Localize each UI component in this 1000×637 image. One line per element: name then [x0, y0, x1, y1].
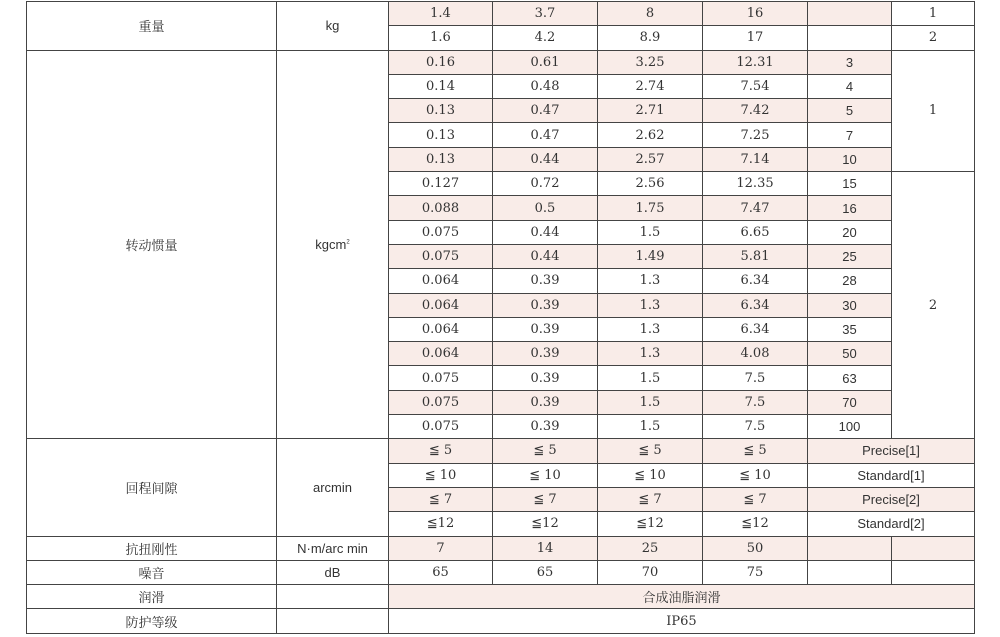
backlash-unit: arcmin: [277, 439, 389, 536]
ratio-cell: 25: [808, 244, 892, 268]
grade-cell: Precise[2]: [808, 487, 975, 511]
inertia-unit: [277, 50, 389, 439]
value-cell: 0.44: [493, 220, 598, 244]
protection-value: IP65: [389, 609, 975, 633]
ratio-cell: 35: [808, 317, 892, 341]
value-cell: 0.075: [389, 220, 493, 244]
value-cell: ≦12: [493, 512, 598, 536]
value-cell: 16: [703, 2, 808, 26]
table-row: [27, 585, 975, 609]
value-cell: 4.08: [703, 342, 808, 366]
value-cell: 8: [598, 2, 703, 26]
ratio-cell: 16: [808, 196, 892, 220]
weight-unit: kg: [277, 2, 389, 51]
value-cell: 0.72: [493, 172, 598, 196]
ratio-cell: 10: [808, 147, 892, 171]
ratio-cell: 30: [808, 293, 892, 317]
inertia-unit-text: kgcm: [315, 236, 347, 252]
value-cell: ≦ 5: [703, 439, 808, 463]
value-cell: 7.5: [703, 390, 808, 414]
value-cell: 0.39: [493, 317, 598, 341]
value-cell: 70: [598, 560, 703, 584]
stiffness-label: 抗扭刚性: [27, 536, 277, 560]
value-cell: 7.5: [703, 366, 808, 390]
value-cell: 6.34: [703, 317, 808, 341]
value-cell: 6.34: [703, 293, 808, 317]
inertia-label: 转动惯量: [27, 50, 277, 439]
value-cell: ≦12: [598, 512, 703, 536]
value-cell: 0.39: [493, 269, 598, 293]
value-cell: 0.127: [389, 172, 493, 196]
table-row: [27, 2, 975, 26]
value-cell: 0.064: [389, 342, 493, 366]
empty-cell: [892, 560, 975, 584]
value-cell: 1.3: [598, 269, 703, 293]
value-cell: 1.5: [598, 366, 703, 390]
stage-two-cell: 2: [892, 172, 975, 439]
value-cell: 7.5: [703, 415, 808, 439]
value-cell: 8.9: [598, 26, 703, 50]
value-cell: 1.5: [598, 220, 703, 244]
table-row: [27, 560, 975, 584]
value-cell: 14: [493, 536, 598, 560]
value-cell: 6.34: [703, 269, 808, 293]
value-cell: 0.14: [389, 74, 493, 98]
value-cell: 1.5: [598, 390, 703, 414]
lubrication-unit: [277, 585, 389, 609]
value-cell: ≦ 5: [493, 439, 598, 463]
value-cell: 75: [703, 560, 808, 584]
value-cell: ≦12: [703, 512, 808, 536]
ratio-cell: 28: [808, 269, 892, 293]
table-row: [27, 536, 975, 560]
value-cell: 3.7: [493, 2, 598, 26]
value-cell: 0.47: [493, 123, 598, 147]
value-cell: ≦ 7: [703, 487, 808, 511]
table-row: [27, 439, 975, 463]
value-cell: 2.71: [598, 99, 703, 123]
ratio-cell: [808, 26, 892, 50]
value-cell: 0.39: [493, 390, 598, 414]
table-row: [27, 609, 975, 633]
value-cell: 0.075: [389, 366, 493, 390]
weight-label: 重量: [27, 2, 277, 51]
value-cell: 0.075: [389, 390, 493, 414]
value-cell: 0.47: [493, 99, 598, 123]
value-cell: ≦ 5: [389, 439, 493, 463]
value-cell: 65: [389, 560, 493, 584]
ratio-cell: 20: [808, 220, 892, 244]
value-cell: 6.65: [703, 220, 808, 244]
value-cell: 2.56: [598, 172, 703, 196]
value-cell: 7.14: [703, 147, 808, 171]
value-cell: ≦ 7: [389, 487, 493, 511]
value-cell: 1.4: [389, 2, 493, 26]
noise-unit: dB: [277, 560, 389, 584]
table-row: [27, 50, 975, 74]
ratio-cell: 15: [808, 172, 892, 196]
protection-unit: [277, 609, 389, 633]
lubrication-value: 合成油脂润滑: [389, 585, 975, 609]
value-cell: 0.39: [493, 366, 598, 390]
value-cell: ≦ 10: [493, 463, 598, 487]
ratio-cell: 4: [808, 74, 892, 98]
value-cell: 17: [703, 26, 808, 50]
value-cell: 65: [493, 560, 598, 584]
grade-cell: Standard[2]: [808, 512, 975, 536]
value-cell: ≦ 10: [598, 463, 703, 487]
value-cell: 0.075: [389, 244, 493, 268]
stage-one-cell: 1: [892, 50, 975, 171]
value-cell: 2.62: [598, 123, 703, 147]
empty-cell: [808, 560, 892, 584]
value-cell: 1.5: [598, 415, 703, 439]
value-cell: 0.44: [493, 244, 598, 268]
gearbox-spec-table: [26, 1, 975, 634]
ratio-cell: 50: [808, 342, 892, 366]
value-cell: ≦ 7: [493, 487, 598, 511]
value-cell: 1.6: [389, 26, 493, 50]
ratio-cell: 3: [808, 50, 892, 74]
value-cell: 7.42: [703, 99, 808, 123]
lubrication-label: 润滑: [27, 585, 277, 609]
value-cell: 7.54: [703, 74, 808, 98]
value-cell: 12.35: [703, 172, 808, 196]
value-cell: 2.74: [598, 74, 703, 98]
value-cell: ≦ 10: [389, 463, 493, 487]
value-cell: 7: [389, 536, 493, 560]
value-cell: 0.48: [493, 74, 598, 98]
value-cell: 12.31: [703, 50, 808, 74]
empty-cell: [892, 536, 975, 560]
stage-cell: 2: [892, 26, 975, 50]
noise-label: 噪音: [27, 560, 277, 584]
empty-cell: [808, 536, 892, 560]
value-cell: 0.39: [493, 293, 598, 317]
value-cell: 0.44: [493, 147, 598, 171]
backlash-label: 回程间隙: [27, 439, 277, 536]
value-cell: 1.75: [598, 196, 703, 220]
value-cell: 2.57: [598, 147, 703, 171]
value-cell: 0.39: [493, 342, 598, 366]
value-cell: 0.5: [493, 196, 598, 220]
value-cell: 0.064: [389, 269, 493, 293]
value-cell: 1.3: [598, 317, 703, 341]
stage-cell: 1: [892, 2, 975, 26]
ratio-cell: 63: [808, 366, 892, 390]
value-cell: 0.075: [389, 415, 493, 439]
value-cell: 7.47: [703, 196, 808, 220]
value-cell: 0.064: [389, 317, 493, 341]
ratio-cell: 100: [808, 415, 892, 439]
value-cell: 0.61: [493, 50, 598, 74]
ratio-cell: [808, 2, 892, 26]
value-cell: 0.13: [389, 99, 493, 123]
value-cell: ≦ 10: [703, 463, 808, 487]
value-cell: 0.088: [389, 196, 493, 220]
value-cell: 1.3: [598, 293, 703, 317]
ratio-cell: 5: [808, 99, 892, 123]
value-cell: 4.2: [493, 26, 598, 50]
value-cell: 0.13: [389, 147, 493, 171]
inertia-unit-superscript: 2: [346, 239, 350, 246]
value-cell: ≦ 5: [598, 439, 703, 463]
grade-cell: Precise[1]: [808, 439, 975, 463]
stiffness-unit: N·m/arc min: [277, 536, 389, 560]
value-cell: 3.25: [598, 50, 703, 74]
value-cell: ≦ 7: [598, 487, 703, 511]
value-cell: 50: [703, 536, 808, 560]
value-cell: ≦12: [389, 512, 493, 536]
value-cell: 25: [598, 536, 703, 560]
value-cell: 1.3: [598, 342, 703, 366]
protection-label: 防护等级: [27, 609, 277, 633]
ratio-cell: 7: [808, 123, 892, 147]
ratio-cell: 70: [808, 390, 892, 414]
value-cell: 1.49: [598, 244, 703, 268]
value-cell: 0.39: [493, 415, 598, 439]
value-cell: 0.13: [389, 123, 493, 147]
value-cell: 5.81: [703, 244, 808, 268]
value-cell: 7.25: [703, 123, 808, 147]
value-cell: 0.16: [389, 50, 493, 74]
grade-cell: Standard[1]: [808, 463, 975, 487]
value-cell: 0.064: [389, 293, 493, 317]
